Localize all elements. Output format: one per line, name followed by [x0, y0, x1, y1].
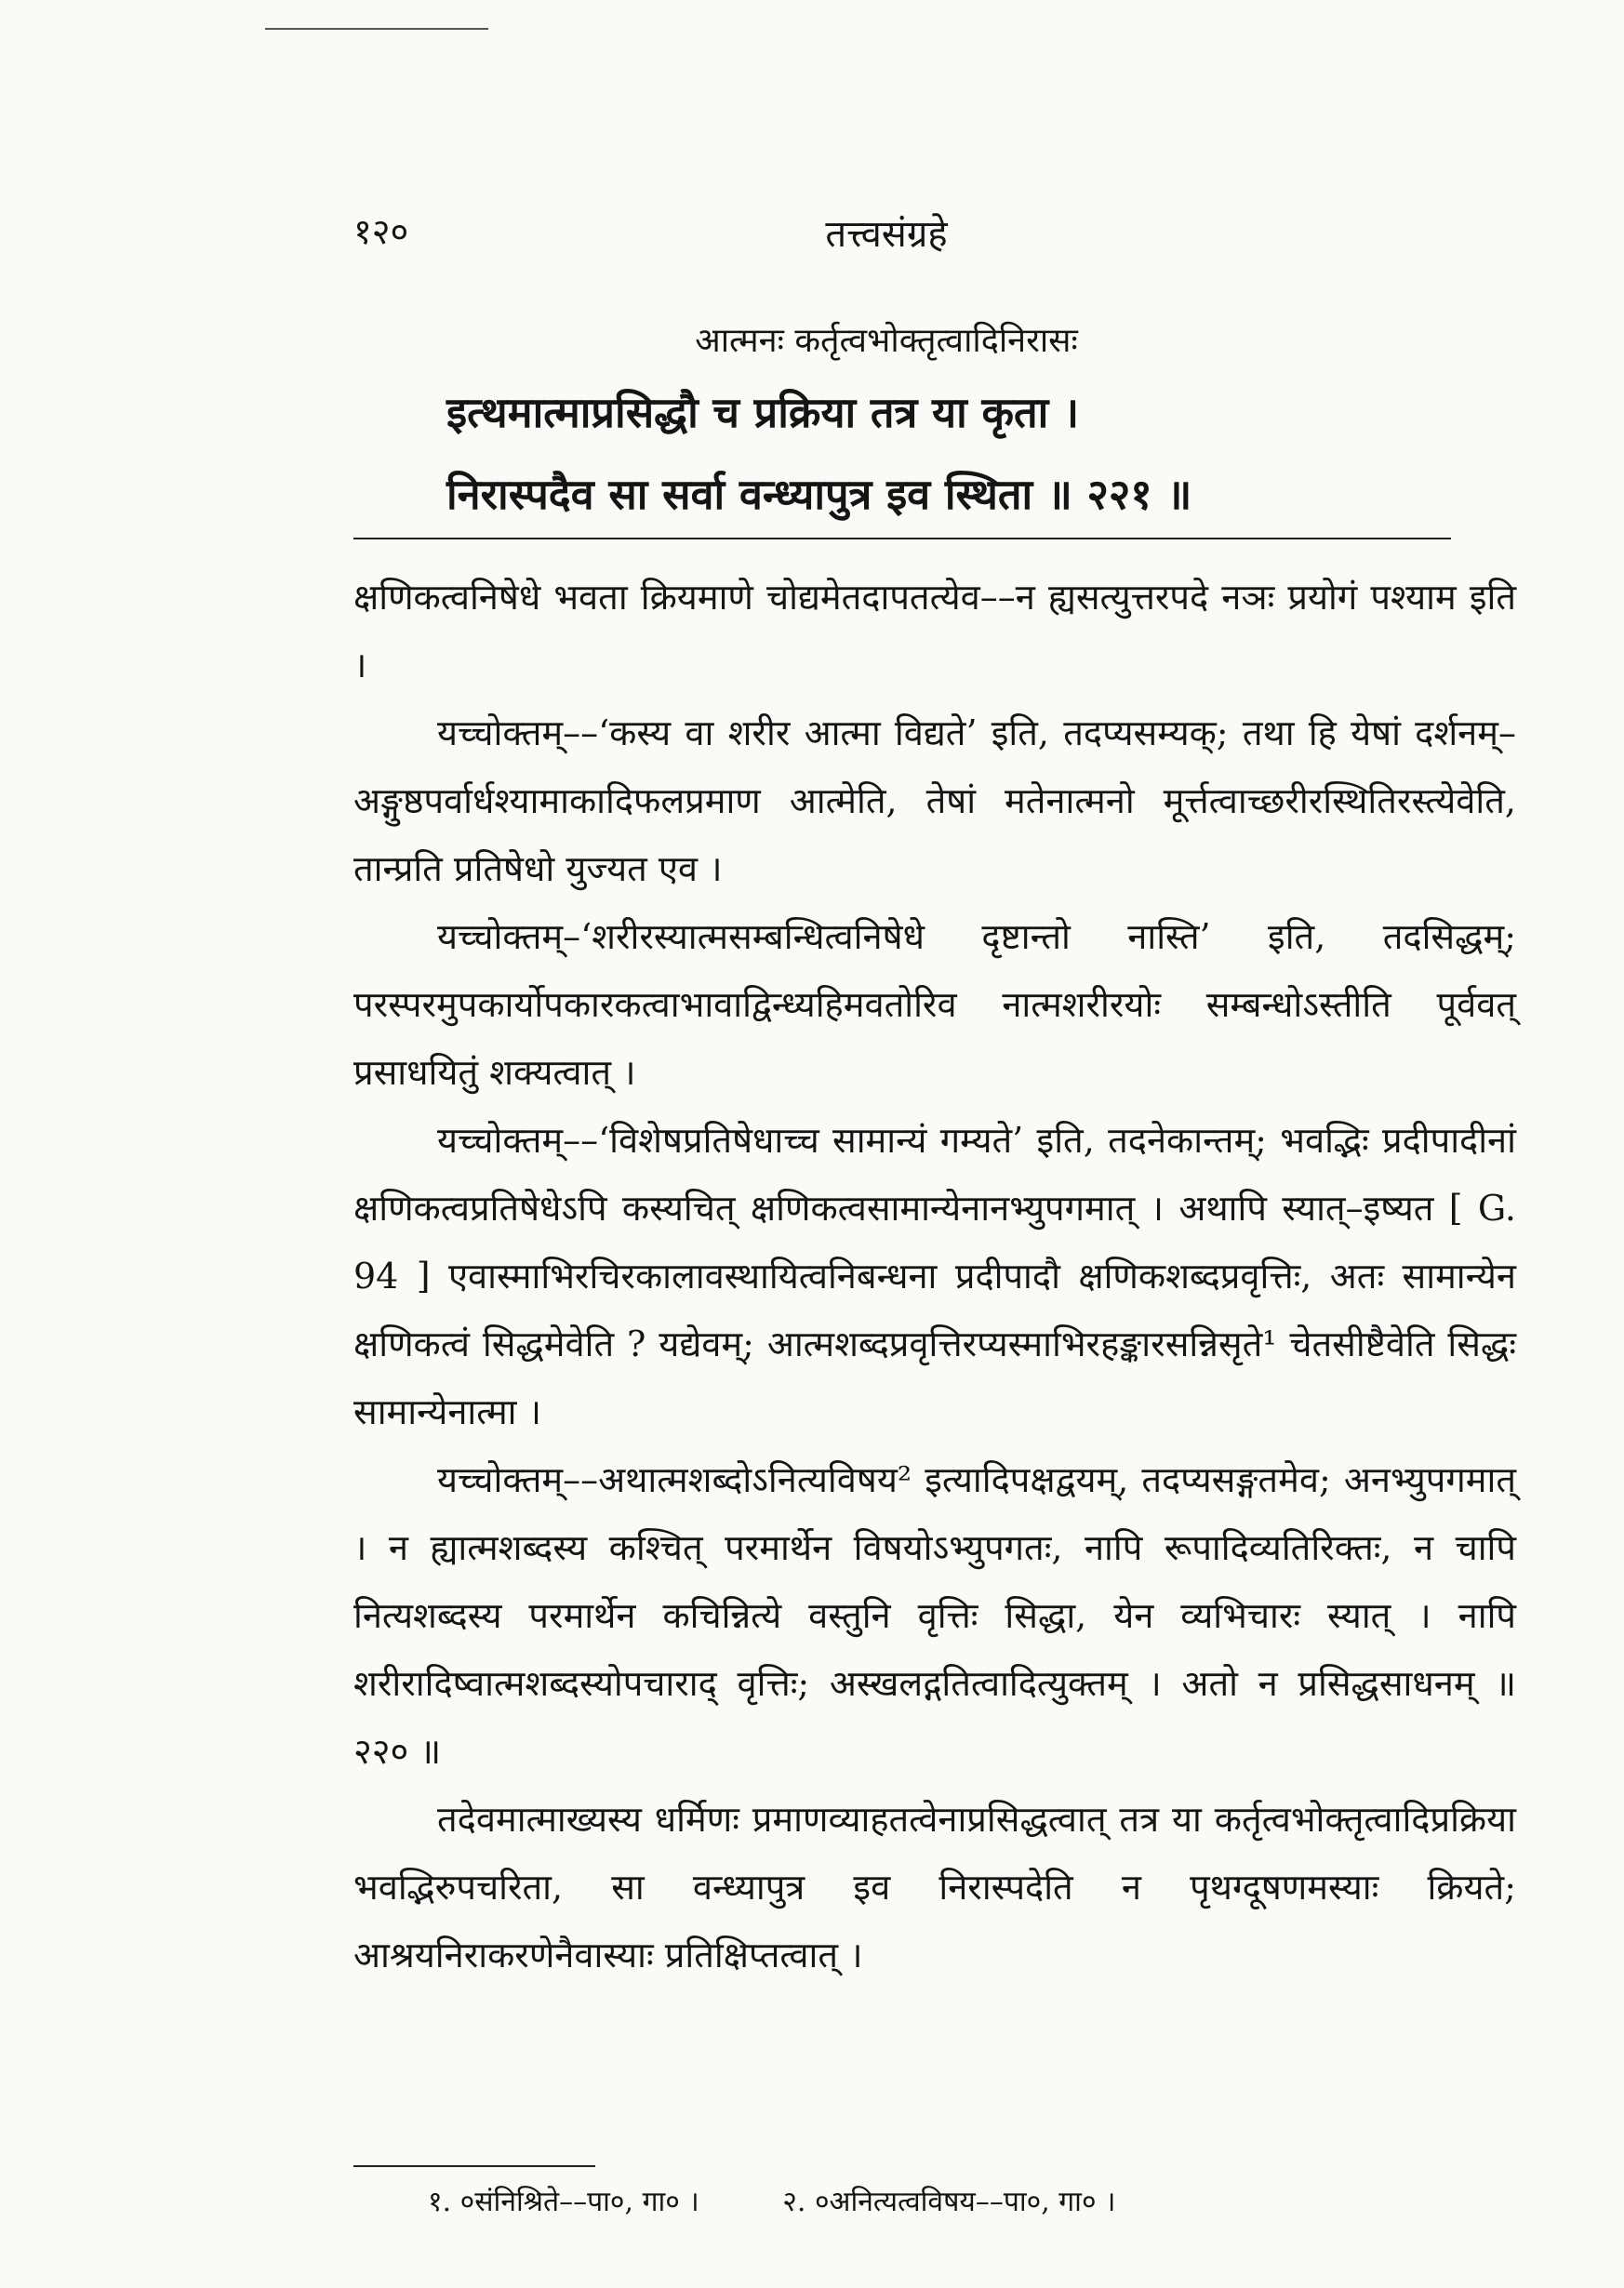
commentary-paragraph: यच्चोक्तम्–‘शरीरस्यात्मसम्बन्धित्वनिषेधे दृष्टान्तो नास्ति’ इति, तदसिद्धम्; परस्परमुपकार्योपकारकत्वाभावाद्विन्ध्यहिमवतोरिव नात्मशरीरयोः सम्बन्धोऽस्तीति पूर्ववत् प्रसाधयितुं शक्यत्वात् ।	[353, 916, 1516, 1093]
commentary-paragraph: यच्चोक्तम्––अथात्मशब्दोऽनित्यविषय² इत्यादिपक्षद्वयम्, तदप्यसङ्गतमेव; अनभ्युपगमात् । न ह्यात्मशब्दस्य कश्चित् परमार्थेन विषयोऽभ्युपगतः, नापि रूपादिव्यतिरिक्तः, न चापि नित्यशब्दस्य परमार्थेन कचिन्नित्ये वस्तुनि वृत्तिः सिद्धा, येन व्यभिचारः स्यात् । नापि शरीरादिष्वात्मशब्दस्योपचाराद् वृत्तिः; अस्खलद्गतित्वादित्युक्तम् । अतो न प्रसिद्धसाधनम् ॥ २२० ॥	[353, 1459, 1516, 1772]
commentary-paragraph: यच्चोक्तम्––‘विशेषप्रतिषेधाच्च सामान्यं गम्यते’ इति, तदनेकान्तम्; भवद्भिः प्रदीपादीनां क्षणिकत्वप्रतिषेधेऽपि कस्यचित् क्षणिकत्वसामान्येनानभ्युपगमात् । अथापि स्यात्–इष्यत [ G. 94 ] एवास्माभिरचिरकालावस्थायित्वनिबन्धना प्रदीपादौ क्षणिकशब्दप्रवृत्तिः, अतः सामान्येन क्षणिकत्वं सिद्धमेवेति ? यद्येवम्; आत्मशब्दप्रवृत्तिरप्यस्माभिरहङ्कारसन्निसृते¹ चेतसीष्टैवेति सिद्धः सामान्येनात्मा ।	[353, 1120, 1516, 1432]
page-number: १२०	[353, 211, 409, 252]
running-title: तत्त्वसंग्रहे	[825, 213, 948, 256]
footnote-rule	[353, 2165, 595, 2167]
verse-line-1: इत्थमात्माप्रसिद्धौ च प्रक्रिया तत्र या कृता ।	[446, 388, 1080, 437]
page-header	[353, 206, 1419, 262]
commentary-paragraph: यच्चोक्तम्––‘कस्य वा शरीर आत्मा विद्यते’ इति, तदप्यसम्यक्; तथा हि येषां दर्शनम्–अङ्गुष्ठपर्वार्धश्यामाकादिफलप्रमाण आत्मेति, तेषां मतेनात्मनो मूर्त्तत्वाच्छरीरस्थितिरस्त्येवेति, तान्प्रति प्रतिषेधो युज्यत एव ।	[353, 712, 1516, 889]
top-edge-rule	[265, 28, 488, 30]
commentary-body	[353, 564, 1516, 1989]
verse-line-2: निरास्पदैव सा सर्वा वन्ध्यापुत्र इव स्थिता ॥ २२१ ॥	[446, 470, 1192, 519]
commentary-paragraph: क्षणिकत्वनिषेधे भवता क्रियमाणे चोद्यमेतदापतत्येव––न ह्यसत्युत्तरपदे नञः प्रयोगं पश्याम इति ।	[353, 577, 1516, 685]
commentary-paragraph: तदेवमात्माख्यस्य धर्मिणः प्रमाणव्याहतत्वेनाप्रसिद्धत्वात् तत्र या कर्तृत्वभोक्तृत्वादिप्रक्रिया भवद्भिरुपचरिता, सा वन्ध्यापुत्र इव निरास्पदेति न पृथग्दूषणमस्याः क्रियते; आश्रयनिराकरणेनैवास्याः प्रतिक्षिप्तत्वात् ।	[353, 1799, 1516, 1975]
section-title: आत्मनः कर्तृत्वभोक्तृत्वादिनिरासः	[695, 322, 1078, 360]
verse-separator-rule	[353, 538, 1451, 539]
footnotes	[428, 2181, 1525, 2219]
verse-block	[446, 372, 1191, 536]
footnote-2: २. ०अनित्यत्वविषय––पा०, गा० ।	[782, 2186, 1116, 2218]
footnote-1: १. ०संनिश्रिते––पा०, गा० ।	[428, 2186, 699, 2218]
